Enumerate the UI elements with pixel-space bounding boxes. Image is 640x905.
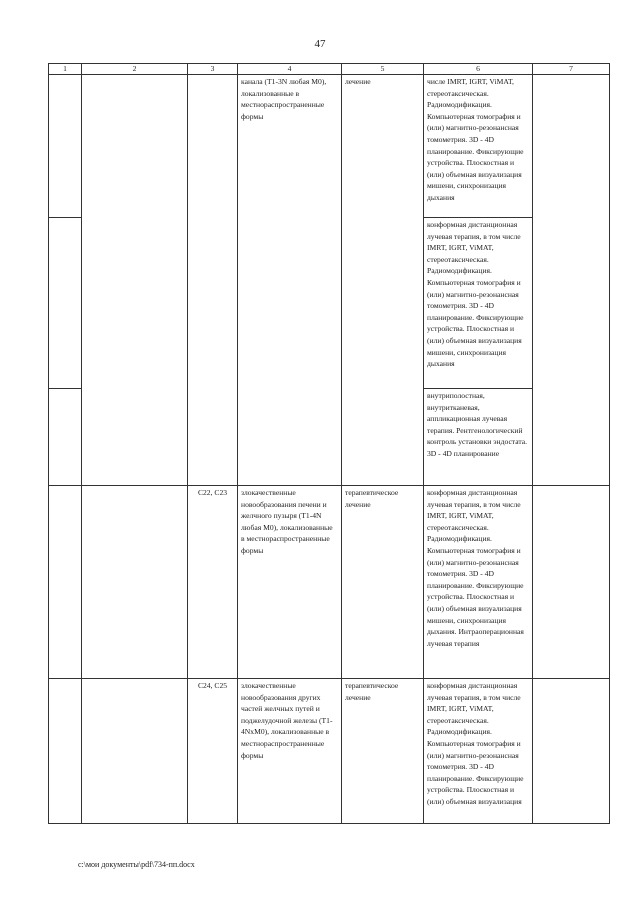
treatment-method-cell: конформная дистанционная лучевая терапия, в том числе IMRT, IGRT, ViMAT, стереотаксическая. Радиомодификация. Компьютерная томография и (или) магнитно-резонансная томометрия. 3D - 4D планирование. Фиксирующие устройства. Плоскостная и (или) объемная визуализация bbox=[424, 679, 533, 824]
treatment-type-cell: терапевтическое лечение bbox=[342, 679, 424, 824]
column-number: 7 bbox=[533, 64, 610, 75]
file-path-footer: c:\мои документы\pdf\734-пп.docx bbox=[78, 860, 195, 869]
profile-cell bbox=[82, 75, 188, 486]
treatment-method-cell: конформная дистанционная лучевая терапия, в том числе IMRT, IGRT, ViMAT, стереотаксическая. Радиомодификация. Компьютерная томография и (или) магнитно-резонансная томометрия. 3D - 4D планирование. Фиксирующие устройства. Плоскостная и (или) объемная визуализация мишени, синхронизация дыхания bbox=[424, 218, 533, 389]
column-number: 4 bbox=[238, 64, 342, 75]
row-number-cell bbox=[49, 75, 82, 218]
treatment-method-cell: внутриполостная, внутритканевая, аппликационная лучевая терапия. Рентгенологический контроль установки эндостата. 3D - 4D планирование bbox=[424, 389, 533, 486]
code-cell bbox=[188, 75, 238, 486]
diagnosis-cell: злокачественные новообразования других частей желчных путей и поджелудочной железы (T1-4NxM0), локализованные в местнораспространенные формы bbox=[238, 679, 342, 824]
table-row bbox=[49, 679, 610, 824]
treatment-type-cell: лечение bbox=[342, 75, 424, 486]
table-row bbox=[49, 75, 610, 218]
column-number: 3 bbox=[188, 64, 238, 75]
row-number-cell bbox=[49, 679, 82, 824]
code-cell: C22, C23 bbox=[188, 486, 238, 679]
treatment-type-cell: терапевтическое лечение bbox=[342, 486, 424, 679]
column-number: 1 bbox=[49, 64, 82, 75]
norm-cell bbox=[533, 679, 610, 824]
diagnosis-cell: канала (T1-3N любая M0), локализованные в местнораспространенные формы bbox=[238, 75, 342, 486]
column-number: 2 bbox=[82, 64, 188, 75]
diagnosis-cell: злокачественные новообразования печени и желчного пузыря (T1-4N любая M0), локализованные в местнораспространенные формы bbox=[238, 486, 342, 679]
profile-cell bbox=[82, 486, 188, 679]
column-number-row bbox=[49, 64, 610, 75]
row-number-cell bbox=[49, 218, 82, 389]
table-row bbox=[49, 486, 610, 679]
profile-cell bbox=[82, 679, 188, 824]
treatment-method-cell: конформная дистанционная лучевая терапия, в том числе IMRT, IGRT, ViMAT, стереотаксическая. Радиомодификация. Компьютерная томография и (или) магнитно-резонансная томометрия. 3D - 4D планирование. Фиксирующие устройства. Плоскостная и (или) объемная визуализация мишени, синхронизация дыхания. Интраоперационная лучевая терапия bbox=[424, 486, 533, 679]
row-number-cell bbox=[49, 389, 82, 486]
page-number: 47 bbox=[314, 38, 326, 50]
norm-cell bbox=[533, 486, 610, 679]
medical-care-table bbox=[48, 63, 610, 824]
treatment-method-cell: числе IMRT, IGRT, ViMAT, стереотаксическая. Радиомодификация. Компьютерная томография и (или) магнитно-резонансная томометрия. 3D - 4D планирование. Фиксирующие устройства. Плоскостная и (или) объемная визуализация мишени, синхронизация дыхания bbox=[424, 75, 533, 218]
column-number: 6 bbox=[424, 64, 533, 75]
row-number-cell bbox=[49, 486, 82, 679]
norm-cell bbox=[533, 75, 610, 486]
code-cell: C24, C25 bbox=[188, 679, 238, 824]
column-number: 5 bbox=[342, 64, 424, 75]
